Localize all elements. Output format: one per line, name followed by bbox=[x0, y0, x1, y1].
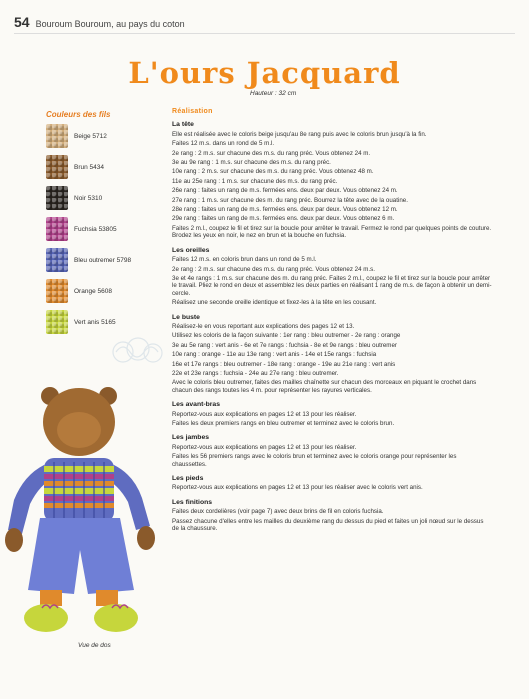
color-swatch bbox=[46, 247, 131, 273]
instruction-line: 16e et 17e rangs : bleu outremer - 18e rang : orange - 19e au 21e rang : vert anis bbox=[172, 360, 396, 368]
swatch-list bbox=[46, 123, 131, 340]
swatch-label: Brun 5434 bbox=[74, 163, 104, 171]
section-title: Le buste bbox=[172, 313, 200, 321]
instruction-line: 10e rang : 2 m.s. sur chacune des m.s. du rang préc. Vous obtenez 48 m. bbox=[172, 168, 374, 176]
realisation-heading: Réalisation bbox=[172, 108, 213, 115]
yarn-chip bbox=[46, 310, 68, 334]
page-title: L'ours Jacquard bbox=[128, 56, 401, 90]
instruction-line: 3e au 9e rang : 1 m.s. sur chacune des m.s. du rang préc. bbox=[172, 159, 331, 167]
running-title: Bouroum Bouroum, au pays du coton bbox=[35, 19, 185, 29]
section-title: Les pieds bbox=[172, 475, 204, 483]
instruction-line: Réalisez une seconde oreille identique et fixez-les à la tête en les cousant. bbox=[172, 299, 377, 307]
instruction-line: 3e et 4e rangs : 1 m.s. sur chacune des m. du rang préc. Faites 2 m.l., coupez le fil et tirez sur la boucle pour arrêter le travail. Pliez le rond en deux et assemblez les deux parties en réalisant 1 rang de m.s. de façon à obtenir un demi-cercle. bbox=[172, 274, 492, 297]
instruction-line: Reportez-vous aux explications en pages 12 et 13 pour les réaliser avec le coloris vert anis. bbox=[172, 484, 423, 492]
yarn-chip bbox=[46, 217, 68, 241]
page-number: 54 bbox=[14, 14, 30, 30]
instruction-line: 29e rang : faites un rang de m.s. fermées ens. deux par deux. Vous obtenez 6 m. bbox=[172, 215, 395, 223]
instruction-line: Faites 12 m.s. dans un rond de 5 m.l. bbox=[172, 140, 275, 148]
instruction-line: Réalisez-le en vous reportant aux explications des pages 12 et 13. bbox=[172, 322, 355, 330]
instruction-line: 28e rang : faites un rang de m.s. fermées ens. deux par deux. Vous obtenez 12 m. bbox=[172, 206, 398, 214]
header-rule bbox=[14, 33, 515, 34]
colors-heading: Couleurs des fils bbox=[46, 110, 111, 119]
instruction-line: 2e rang : 2 m.s. sur chacune des m.s. du rang préc. Vous obtenez 24 m.s. bbox=[172, 265, 375, 273]
color-swatch bbox=[46, 185, 131, 211]
instruction-line: Elle est réalisée avec le coloris beige jusqu'au 8e rang puis avec le coloris brun jusqu'à la fin. bbox=[172, 130, 427, 138]
swatch-label: Noir 5310 bbox=[74, 194, 103, 202]
instruction-line: Faites 12 m.s. en coloris brun dans un rond de 5 m.l. bbox=[172, 256, 317, 264]
section-title: Les jambes bbox=[172, 434, 210, 442]
teddy-bear-illustration bbox=[4, 380, 164, 642]
instruction-section bbox=[172, 434, 492, 468]
decorative-wool-icon bbox=[108, 337, 168, 367]
swatch-label: Orange 5608 bbox=[74, 287, 112, 295]
instruction-section bbox=[172, 475, 492, 492]
swatch-label: Beige 5712 bbox=[74, 132, 107, 140]
yarn-chip bbox=[46, 279, 68, 303]
instruction-line: 27e rang : 1 m.s. sur chacune des m. du rang préc. Bourrez la tête avec de la ouatine. bbox=[172, 196, 408, 204]
height-note: Hauteur : 32 cm bbox=[250, 90, 297, 97]
section-title: Les oreilles bbox=[172, 246, 210, 254]
instruction-section bbox=[172, 401, 492, 427]
instruction-line: Reportez-vous aux explications en pages 12 et 13 pour les réaliser. bbox=[172, 410, 357, 418]
instruction-line: Avec le coloris bleu outremer, faites des mailles chaînette sur chacun des morceaux en piquant le crochet dans chacun des rangs toutes les 4 m. pour représenter les rayures verticales. bbox=[172, 379, 477, 394]
instruction-line: Faites les 56 premiers rangs avec le coloris brun et terminez avec le coloris orange pour représenter les chaussettes. bbox=[172, 453, 457, 468]
instruction-line: 3e au 5e rang : vert anis - 6e et 7e rangs : fuchsia - 8e et 9e rangs : bleu outremer bbox=[172, 341, 397, 349]
instructions bbox=[172, 108, 492, 539]
instruction-line: Reportez-vous aux explications en pages 12 et 13 pour les réaliser. bbox=[172, 443, 357, 451]
color-swatch bbox=[46, 123, 131, 149]
instruction-line: Faites les deux premiers rangs en bleu outremer et terminez avec le coloris brun. bbox=[172, 420, 395, 427]
instruction-line: 2e rang : 2 m.s. sur chacune des m.s. du rang préc. Vous obtenez 24 m. bbox=[172, 149, 371, 157]
instruction-section bbox=[172, 499, 492, 533]
section-title: Les finitions bbox=[172, 498, 213, 506]
yarn-chip bbox=[46, 155, 68, 179]
instruction-line: Utilisez les coloris de la façon suivante : 1er rang : bleu outremer - 2e rang : orange bbox=[172, 332, 401, 340]
instruction-line: 11e au 25e rang : 1 m.s. sur chacune des m.s. du rang préc. bbox=[172, 177, 338, 185]
image-caption: Vue de dos bbox=[78, 642, 111, 649]
swatch-label: Vert anis 5165 bbox=[74, 318, 116, 326]
color-swatch bbox=[46, 216, 131, 242]
section-title: Les avant-bras bbox=[172, 401, 220, 409]
instruction-line: Passez chacune d'elles entre les mailles du deuxième rang du dessus du pied et faites un joli nœud sur le dessus de la chaussure. bbox=[172, 517, 484, 533]
section-title: La tête bbox=[172, 121, 194, 129]
yarn-chip bbox=[46, 186, 68, 210]
swatch-label: Fuchsia 53805 bbox=[74, 225, 117, 233]
yarn-chip bbox=[46, 124, 68, 148]
instruction-line: 26e rang : faites un rang de m.s. fermées ens. deux par deux. Vous obtenez 24 m. bbox=[172, 187, 398, 195]
instruction-line: 22e et 23e rangs : fuchsia - 24e au 27e rang : bleu outremer. bbox=[172, 369, 339, 377]
instruction-section bbox=[172, 314, 492, 395]
yarn-chip bbox=[46, 248, 68, 272]
instruction-section bbox=[172, 121, 492, 239]
instruction-line: Faites deux cordelières (voir page 7) avec deux brins de fil en coloris fuchsia. bbox=[172, 508, 384, 516]
instruction-line: 10e rang : orange - 11e au 13e rang : vert anis - 14e et 15e rangs : fuchsia bbox=[172, 351, 377, 359]
color-swatch bbox=[46, 278, 131, 304]
swatch-label: Bleu outremer 5798 bbox=[74, 256, 132, 264]
page-header bbox=[14, 14, 185, 30]
instruction-section bbox=[172, 247, 492, 307]
instruction-line: Faites 2 m.l., coupez le fil et tirez sur la boucle pour arrêter le travail. Fermez le rond par quelques points de couture. Brodez les yeux en noir, le nez en brun et la bouche en fuchsia. bbox=[172, 224, 492, 240]
color-swatch bbox=[46, 309, 131, 335]
color-swatch bbox=[46, 154, 131, 180]
